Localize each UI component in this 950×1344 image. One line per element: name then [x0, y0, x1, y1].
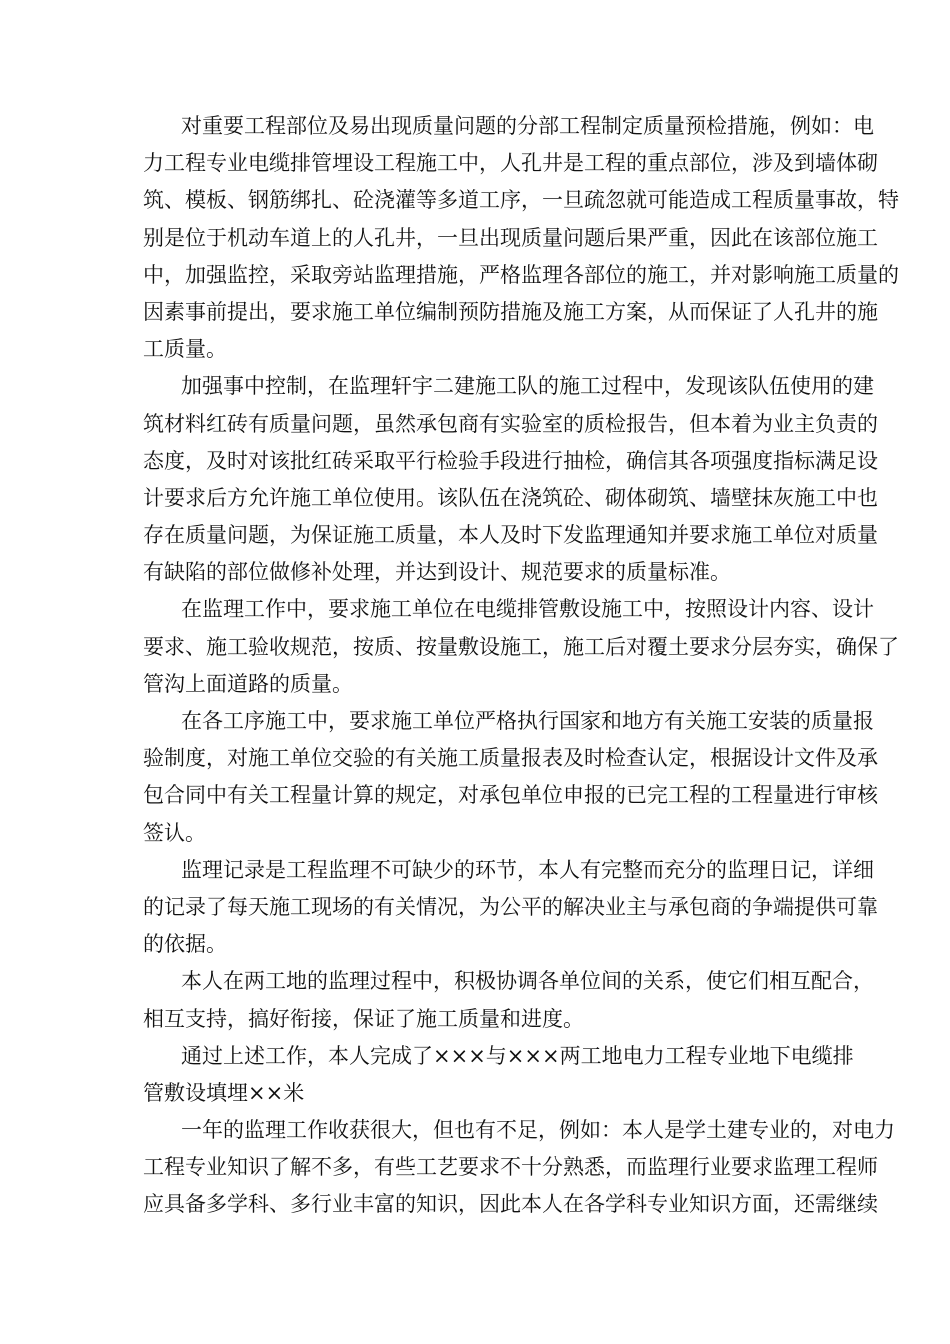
- text-line: 的记录了每天施工现场的有关情况，为公平的解决业主与承包商的争端提供可靠: [143, 894, 878, 919]
- paragraph-quality-inspection-system: [143, 703, 878, 852]
- text-line: 力工程专业电缆排管埋设工程施工中，人孔井是工程的重点部位，涉及到墙体砌: [143, 151, 878, 176]
- text-line: 在各工序施工中，要求施工单位严格执行国家和地方有关施工安装的质量报: [181, 709, 874, 733]
- text-line: 加强事中控制，在监理轩宇二建施工队的施工过程中，发现该队伍使用的建: [181, 374, 874, 399]
- paragraph-shortcomings: [143, 1112, 895, 1224]
- text-line: 验制度，对施工单位交验的有关施工质量报表及时检查认定，根据设计文件及承: [143, 746, 878, 771]
- text-line: 态度，及时对该批红砖采取平行检验手段进行抽检，确信其各项强度指标满足设: [143, 448, 878, 473]
- text-line: 筑、模板、钢筋绑扎、砼浇灌等多道工序，一旦疏忽就可能造成工程质量事故，特: [143, 188, 899, 213]
- paragraph-work-completed: [143, 1038, 854, 1112]
- text-line: 计要求后方允许施工单位使用。该队伍在浇筑砼、砌体砌筑、墙壁抹灰施工中也: [143, 485, 878, 510]
- paragraph-preinspection-measures: [143, 108, 899, 368]
- paragraph-in-process-control: [143, 368, 878, 591]
- text-line: 对重要工程部位及易出现质量问题的分部工程制定质量预检措施，例如：电: [181, 114, 874, 138]
- paragraph-cable-conduit-laying: [143, 591, 899, 703]
- text-line: 有缺陷的部位做修补处理，并达到设计、规范要求的质量标准。: [143, 560, 731, 585]
- text-line: 工程专业知识了解不多，有些工艺要求不十分熟悉，而监理行业要求监理工程师: [143, 1155, 878, 1180]
- text-line: 包合同中有关工程量计算的规定，对承包单位申报的已完工程的工程量进行审核: [143, 783, 878, 808]
- paragraph-supervision-records: [143, 852, 878, 964]
- text-line: 存在质量问题，为保证施工质量，本人及时下发监理通知并要求施工单位对质量: [143, 523, 878, 548]
- document-body: [143, 108, 899, 1224]
- text-line: 签认。: [143, 820, 206, 845]
- text-line: 中，加强监控，采取旁站监理措施，严格监理各部位的施工，并对影响施工质量的: [143, 262, 899, 287]
- text-line: 管沟上面道路的质量。: [143, 671, 353, 696]
- text-line: 筑材料红砖有质量问题，虽然承包商有实验室的质检报告，但本着为业主负责的: [143, 411, 878, 436]
- text-line: 一年的监理工作收获很大，但也有不足，例如：本人是学土建专业的，对电力: [181, 1118, 895, 1143]
- text-line: 应具备多学科、多行业丰富的知识，因此本人在各学科专业知识方面，还需继续: [143, 1192, 878, 1217]
- text-line: 通过上述工作，本人完成了×××与×××两工地电力工程专业地下电缆排: [181, 1043, 854, 1068]
- text-line: 别是位于机动车道上的人孔井，一旦出现质量问题后果严重，因此在该部位施工: [143, 225, 878, 250]
- text-line: 因素事前提出，要求施工单位编制预防措施及施工方案，从而保证了人孔井的施: [143, 299, 878, 324]
- text-line: 监理记录是工程监理不可缺少的环节，本人有完整而充分的监理日记，详细: [181, 857, 874, 882]
- text-line: 要求、施工验收规范，按质、按量敷设施工，施工后对覆土要求分层夯实，确保了: [143, 634, 899, 659]
- text-line: 在监理工作中，要求施工单位在电缆排管敷设施工中，按照设计内容、设计: [181, 597, 874, 622]
- text-line: 的依据。: [143, 932, 227, 957]
- text-line: 管敷设填埋××米: [143, 1080, 305, 1105]
- text-line: 相互支持，搞好衔接，保证了施工质量和进度。: [143, 1006, 584, 1031]
- paragraph-coordination: [143, 963, 874, 1037]
- text-line: 工质量。: [143, 337, 227, 362]
- text-line: 本人在两工地的监理过程中，积极协调各单位间的关系，使它们相互配合，: [181, 969, 874, 994]
